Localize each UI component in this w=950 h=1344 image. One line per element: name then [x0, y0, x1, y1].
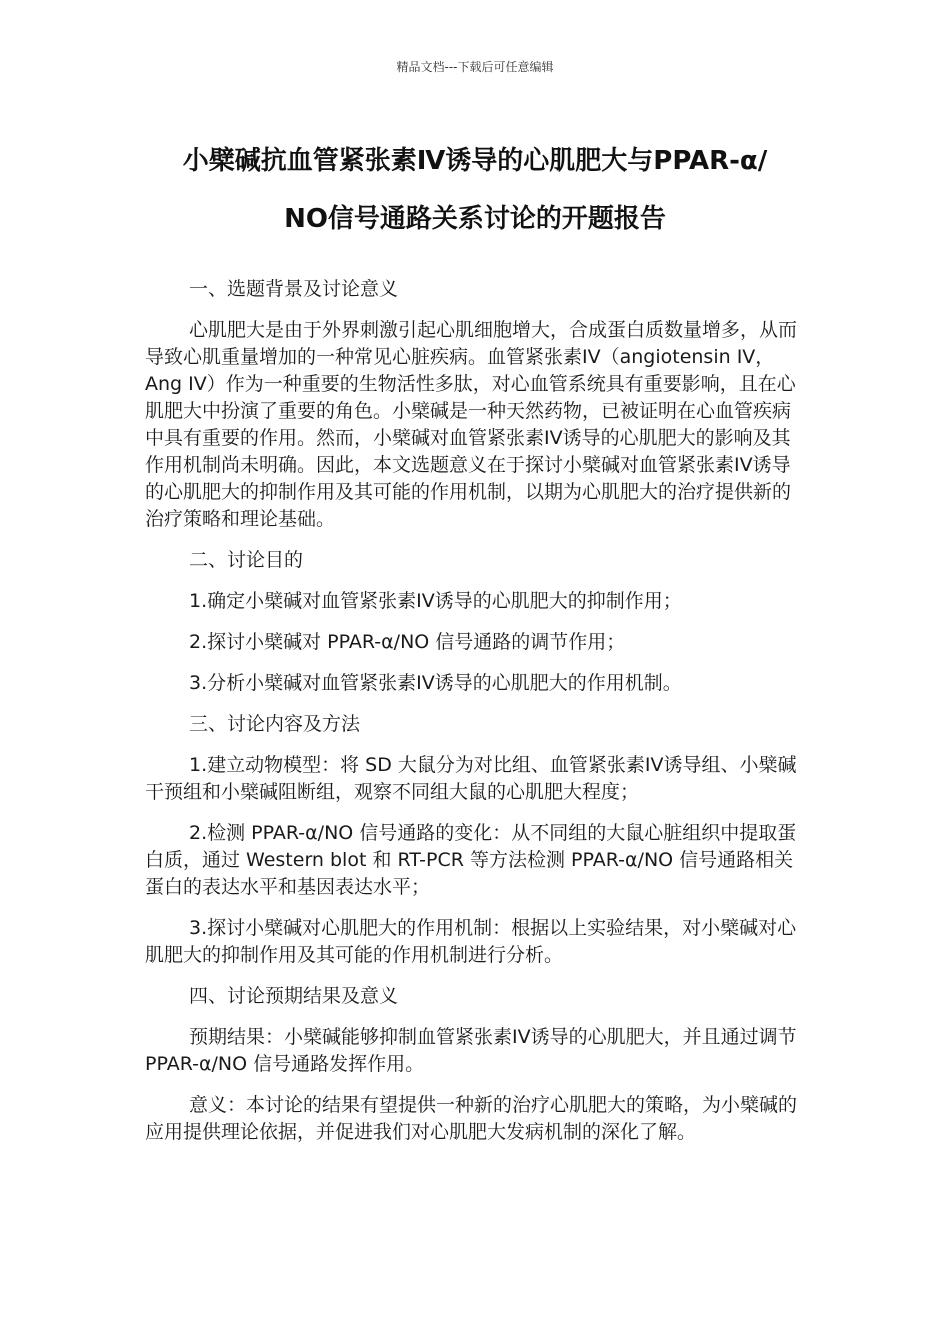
section-heading-background: 一、选题背景及讨论意义: [189, 278, 399, 300]
method-item-1: 1.建立动物模型：将 SD 大鼠分为对比组、血管紧张素IV诱导组、小檗碱干预组和小檗碱阻断组，观察不同组大鼠的心肌肥大程度；: [145, 754, 797, 803]
paragraph-significance: 意义：本讨论的结果有望提供一种新的治疗心肌肥大的策略，为小檗碱的应用提供理论依据，并促进我们对心肌肥大发病机制的深化了解。: [145, 1094, 798, 1143]
paragraph-background: 心肌肥大是由于外界刺激引起心肌细胞增大，合成蛋白质数量增多，从而导致心肌重量增加的一种常见心脏疾病。血管紧张素IV（angiotensin IV，Ang IV）作为一种重要的生物活性多肽，对心血管系统具有重要影响，且在心肌肥大中扮演了重要的角色。小檗碱是一种天然药物，已被证明在心血管疾病中具有重要的作用。然而，小檗碱对血管紧张素IV诱导的心肌肥大的影响及其作用机制尚未明确。因此，本文选题意义在于探讨小檗碱对血管紧张素IV诱导的心肌肥大的抑制作用及其可能的作用机制，以期为心肌肥大的治疗提供新的治疗策略和理论基础。: [145, 319, 798, 530]
section-heading-expected-results: 四、讨论预期结果及意义: [189, 985, 399, 1007]
method-item-3: 3.探讨小檗碱对心肌肥大的作用机制：根据以上实验结果，对小檗碱对心肌肥大的抑制作用及其可能的作用机制进行分析。: [145, 917, 797, 966]
objective-item-2: 2.探讨小檗碱对 PPAR-α/NO 信号通路的调节作用；: [189, 631, 626, 653]
objective-item-3: 3.分析小檗碱对血管紧张素IV诱导的心肌肥大的作用机制。: [189, 672, 682, 694]
section-heading-objectives: 二、讨论目的: [189, 549, 304, 571]
document-title: [95, 132, 855, 248]
method-item-2: 2.检测 PPAR-α/NO 信号通路的变化：从不同组的大鼠心脏组织中提取蛋白质，通过 Western blot 和 RT-PCR 等方法检测 PPAR-α/NO 信号通路相关蛋白的表达水平和基因表达水平；: [145, 822, 797, 898]
title-line-2: NO信号通路关系讨论的开题报告: [284, 204, 666, 234]
paragraph-expected-results: 预期结果：小檗碱能够抑制血管紧张素IV诱导的心肌肥大，并且通过调节 PPAR-α/NO 信号通路发挥作用。: [145, 1026, 797, 1075]
objective-item-1: 1.确定小檗碱对血管紧张素IV诱导的心肌肥大的抑制作用；: [189, 590, 682, 612]
document-body: [145, 276, 807, 1160]
title-line-1: 小檗碱抗血管紧张素Ⅳ诱导的心肌肥大与PPAR-α/: [182, 146, 768, 176]
section-heading-methods: 三、讨论内容及方法: [189, 713, 361, 735]
header-note: 精品文档---下载后可任意编辑: [396, 60, 554, 74]
